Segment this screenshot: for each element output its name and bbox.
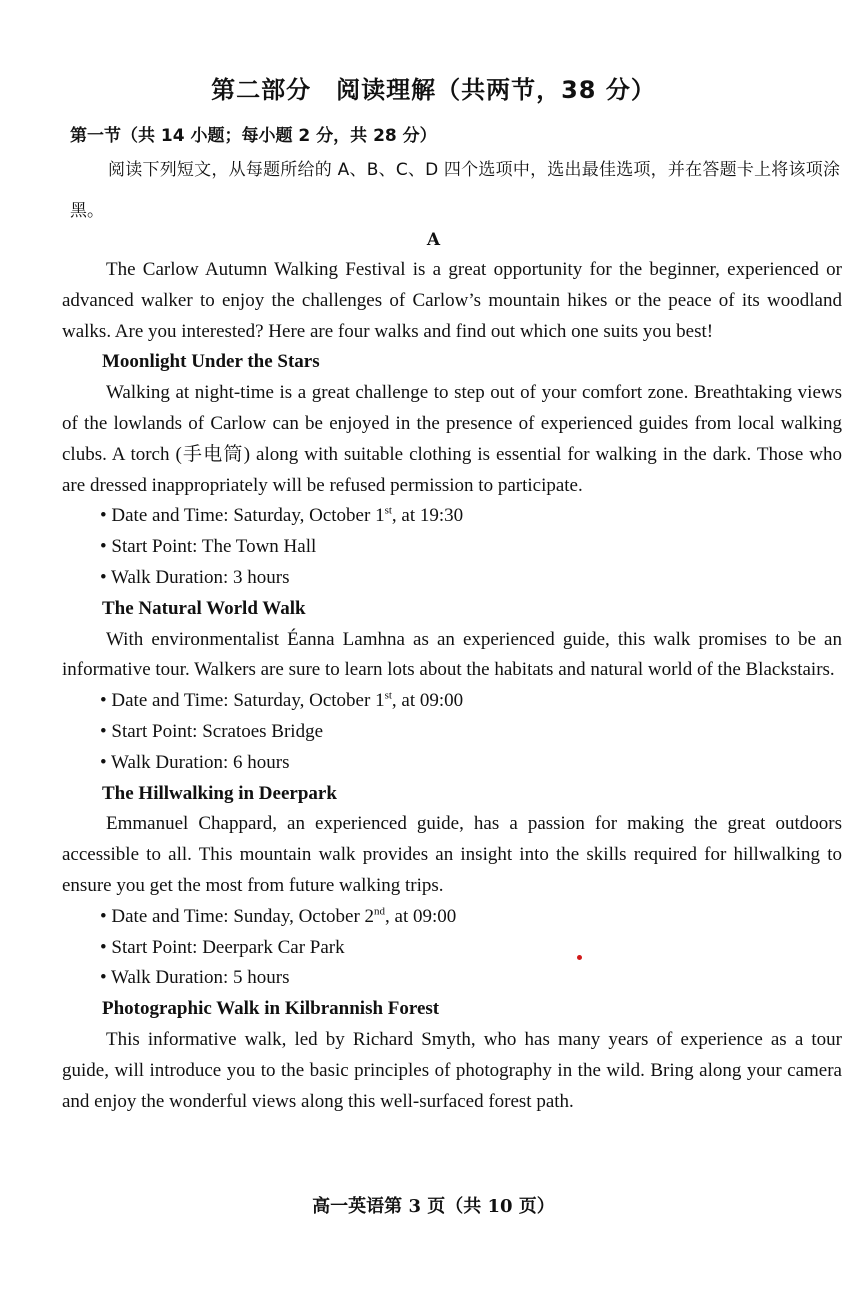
walk-start: • Start Point: The Town Hall (100, 536, 317, 558)
walk-date: • Date and Time: Sunday, October 2nd, at 09:00 (100, 905, 457, 927)
page-footer: 高一英语第 3 页（共 10 页） (312, 1196, 555, 1217)
walk-start: • Start Point: Deerpark Car Park (100, 936, 345, 958)
red-ink-dot (577, 955, 582, 960)
walk-description: This informative walk, led by Richard Smyth, who has many years of experience as a tour guide, will introduce you to the basic principles of photography in the wild. Bring along your camera and enjoy the wonderful views along this well-surfaced forest path. (62, 1028, 842, 1112)
intro-paragraph: The Carlow Autumn Walking Festival is a great opportunity for the beginner, experienced or advanced walker to enjoy the challenges of Carlow’s mountain hikes or the peace of its woodland walks. Are you interested? Here are four walks and find out which one suits you best! (62, 259, 842, 342)
walk-description: With environmentalist Éanna Lamhna as an experienced guide, this walk promises to be an informative tour. Walkers are sure to learn lots about the habitats and natural world of the Blackstairs. (62, 628, 842, 681)
walk-title: Moonlight Under the Stars (102, 351, 320, 373)
walk-date: • Date and Time: Saturday, October 1st, at 09:00 (100, 689, 464, 712)
walk-start: • Start Point: Scratoes Bridge (100, 720, 324, 742)
walk-description: Emmanuel Chappard, an experienced guide, has a passion for making the great outdoors accessible to all. This mountain walk provides an insight into the skills required for hillwalking to ensure you get the most from future walking trips. (62, 813, 842, 896)
part-title: 第二部分 阅读理解（共两节，38 分） (211, 76, 656, 104)
passage-body (62, 255, 842, 1117)
walk-date: • Date and Time: Saturday, October 1st, at 19:30 (100, 505, 464, 527)
walk-duration: • Walk Duration: 6 hours (100, 751, 290, 773)
walk-title: The Natural World Walk (102, 597, 306, 619)
walk-title: The Hillwalking in Deerpark (102, 782, 337, 804)
instructions: 阅读下列短文，从每题所给的 A、B、C、D 四个选项中，选出最佳选项，并在答题卡上将该项涂黑。 (70, 160, 840, 221)
passage-letter: A (426, 230, 441, 250)
walk-description: Walking at night-time is a great challenge to step out of your comfort zone. Breathtaking views of the lowlands of Carlow can be enjoyed in the presence of experienced guides from local walking clubs. A torch (手电筒) along with suitable clothing is essential for walking in the dark. Those who are dressed inappropriately will be refused permission to participate. (62, 382, 842, 496)
section-heading: 第一节（共 14 小题；每小题 2 分，共 28 分） (70, 126, 437, 146)
walk-duration: • Walk Duration: 3 hours (100, 566, 290, 588)
walk-title: Photographic Walk in Kilbrannish Forest (102, 998, 440, 1020)
walk-duration: • Walk Duration: 5 hours (100, 967, 290, 989)
